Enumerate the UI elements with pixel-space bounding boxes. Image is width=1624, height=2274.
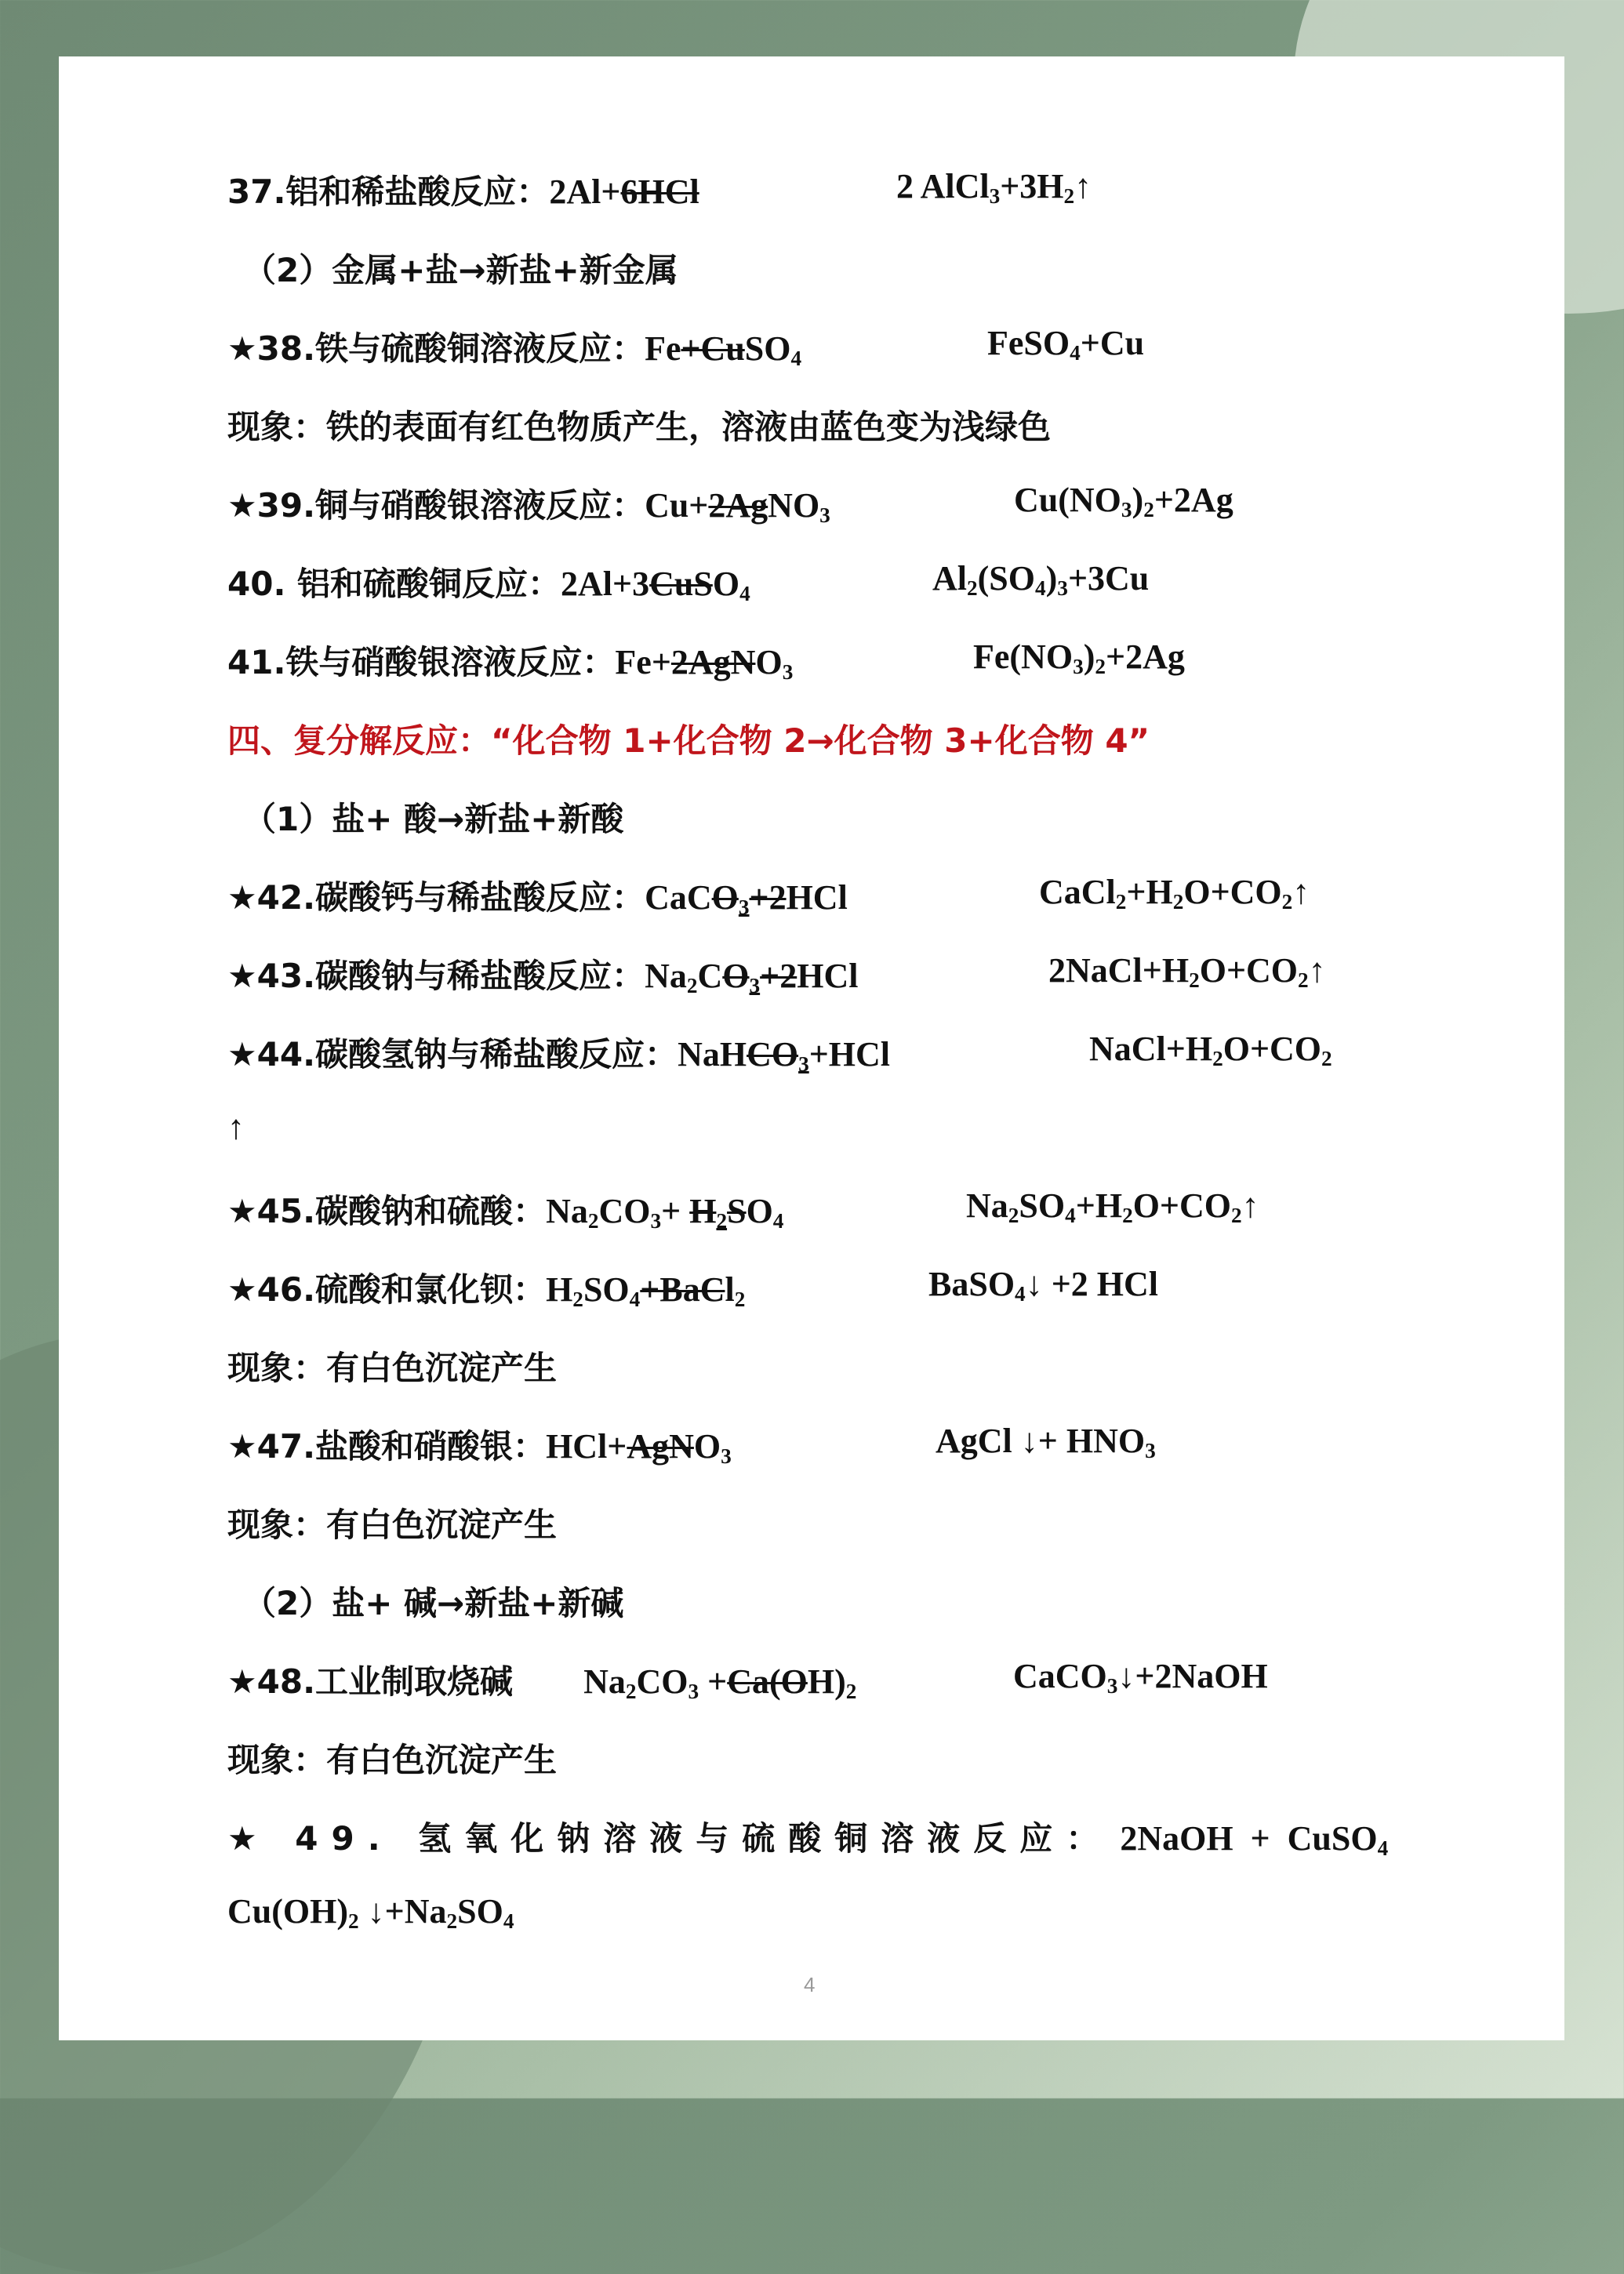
equation-label: ★38.铁与硫酸铜溶液反应： bbox=[227, 329, 645, 368]
equation-label: 41.铁与硝酸银溶液反应： bbox=[227, 643, 616, 681]
equation-48 bbox=[227, 1656, 856, 1704]
equation-products: $Na_2SO_4+H_2O+CO_2↑$ bbox=[966, 1186, 1259, 1227]
equation-products: $Al_2(SO_4)_3+3Cu$ bbox=[932, 559, 1150, 600]
equation-37 bbox=[227, 166, 699, 213]
subheading-salt-acid: （1）盐+ 酸→新盐+新酸 bbox=[243, 800, 624, 838]
equation-label: ★39.铜与硝酸银溶液反应： bbox=[227, 486, 645, 525]
equation-44 bbox=[227, 1029, 890, 1077]
equation-products: FeSO$_4$+Cu bbox=[987, 324, 1145, 365]
equation-products: $CaCl_2+H_2O+CO_2↑$ bbox=[1039, 873, 1310, 914]
equation-products: AgCl ↓+ $HNO_3$ bbox=[936, 1422, 1156, 1462]
equation-label: ★44.碳酸氢钠与稀盐酸反应： bbox=[227, 1035, 678, 1073]
equation-reactants: CaCO$_3$+2HCl bbox=[645, 878, 848, 919]
equation-reactants: $H_2SO_4+BaCl_2$ bbox=[546, 1270, 746, 1311]
equation-label: ★48.工业制取烧碱 bbox=[227, 1662, 514, 1701]
equation-45 bbox=[227, 1186, 783, 1233]
equation-47 bbox=[227, 1421, 732, 1469]
equation-label: ★47.盐酸和硝酸银： bbox=[227, 1427, 547, 1466]
equation-reactants: Fe+2AgNO$_3$ bbox=[615, 643, 794, 684]
phenomenon-48: 现象：有白色沉淀产生 bbox=[227, 1741, 558, 1779]
equation-reactants: HCl+AgNO$_3$ bbox=[546, 1427, 732, 1468]
page-number: 4 bbox=[804, 1973, 816, 1996]
equation-reactants: Cu+2AgNO$_3$ bbox=[645, 486, 830, 527]
equation-reactants: $Na_2CO_3+2HCl$ bbox=[645, 957, 859, 997]
equation-label: ★46.硫酸和氯化钡： bbox=[227, 1270, 547, 1309]
subheading-salt-base: （2）盐+ 碱→新盐+新碱 bbox=[243, 1584, 624, 1622]
equation-44-arrow: ↑ bbox=[227, 1108, 245, 1146]
equation-46 bbox=[227, 1264, 745, 1312]
equation-products: $Fe(NO_3)_2+2Ag$ bbox=[973, 638, 1185, 678]
equation-label: ★45.碳酸钠和硫酸： bbox=[227, 1192, 547, 1230]
phenomenon-38: 现象：铁的表面有红色物质产生，溶液由蓝色变为浅绿色 bbox=[227, 408, 1052, 446]
equation-42 bbox=[227, 872, 848, 920]
equation-41 bbox=[227, 637, 793, 685]
equation-label: 37.铝和稀盐酸反应： bbox=[227, 173, 550, 211]
equation-49 bbox=[227, 1813, 1388, 1861]
phenomenon-46: 现象：有白色沉淀产生 bbox=[227, 1349, 558, 1387]
equation-43 bbox=[227, 950, 858, 998]
equation-products: BaSO$_4$↓ +2 HCl bbox=[928, 1265, 1158, 1306]
equation-products: $2NaCl+H_2O+CO_2↑$ bbox=[1048, 951, 1326, 992]
equation-label: ★42.碳酸钙与稀盐酸反应： bbox=[227, 878, 645, 917]
section-heading-double-displacement: 四、复分解反应：“化合物 1+化合物 2→化合物 3+化合物 4” bbox=[227, 721, 1150, 760]
equation-40 bbox=[227, 558, 750, 606]
equation-label: ★43.碳酸钠与稀盐酸反应： bbox=[227, 957, 645, 995]
equation-reactants: NaHCO$_3$+HCl bbox=[678, 1035, 890, 1076]
equation-products: $NaCl+H_2O+CO_2$ bbox=[1089, 1030, 1332, 1070]
equation-reactants: $Na_2CO_3 +Ca(OH)_2$ bbox=[583, 1662, 857, 1703]
equation-39 bbox=[227, 480, 830, 528]
equation-reactants: Fe+CuSO$_4$ bbox=[645, 329, 802, 370]
equation-49-products: $Cu(OH)_2$ $↓+Na_2SO_4$ bbox=[227, 1892, 514, 1933]
equation-reactants: 2Al+3CuSO$_4$ bbox=[561, 565, 750, 605]
equation-reactants: 2NaOH + CuSO$_4$ bbox=[1120, 1819, 1389, 1860]
phenomenon-47: 现象：有白色沉淀产生 bbox=[227, 1506, 558, 1544]
equation-label: ★ 49. 氢氧化钠溶液与硫酸铜溶液反应： bbox=[227, 1819, 1113, 1858]
equation-products: CaCO$_3$↓+2NaOH bbox=[1013, 1657, 1268, 1698]
equation-products: $Cu(NO_3)_2+2Ag$ bbox=[1014, 481, 1233, 521]
equation-products: 2 $AlCl_3+3H_2↑$ bbox=[896, 167, 1092, 208]
equation-reactants: 2Al+6HCl bbox=[549, 173, 699, 211]
equation-reactants: $Na_2CO_3+ H_2SO_4$ bbox=[546, 1192, 784, 1233]
equation-38 bbox=[227, 323, 801, 371]
equation-label: 40. 铝和硫酸铜反应： bbox=[227, 565, 561, 603]
subheading-metal-salt: （2）金属+盐→新盐+新金属 bbox=[243, 251, 678, 289]
